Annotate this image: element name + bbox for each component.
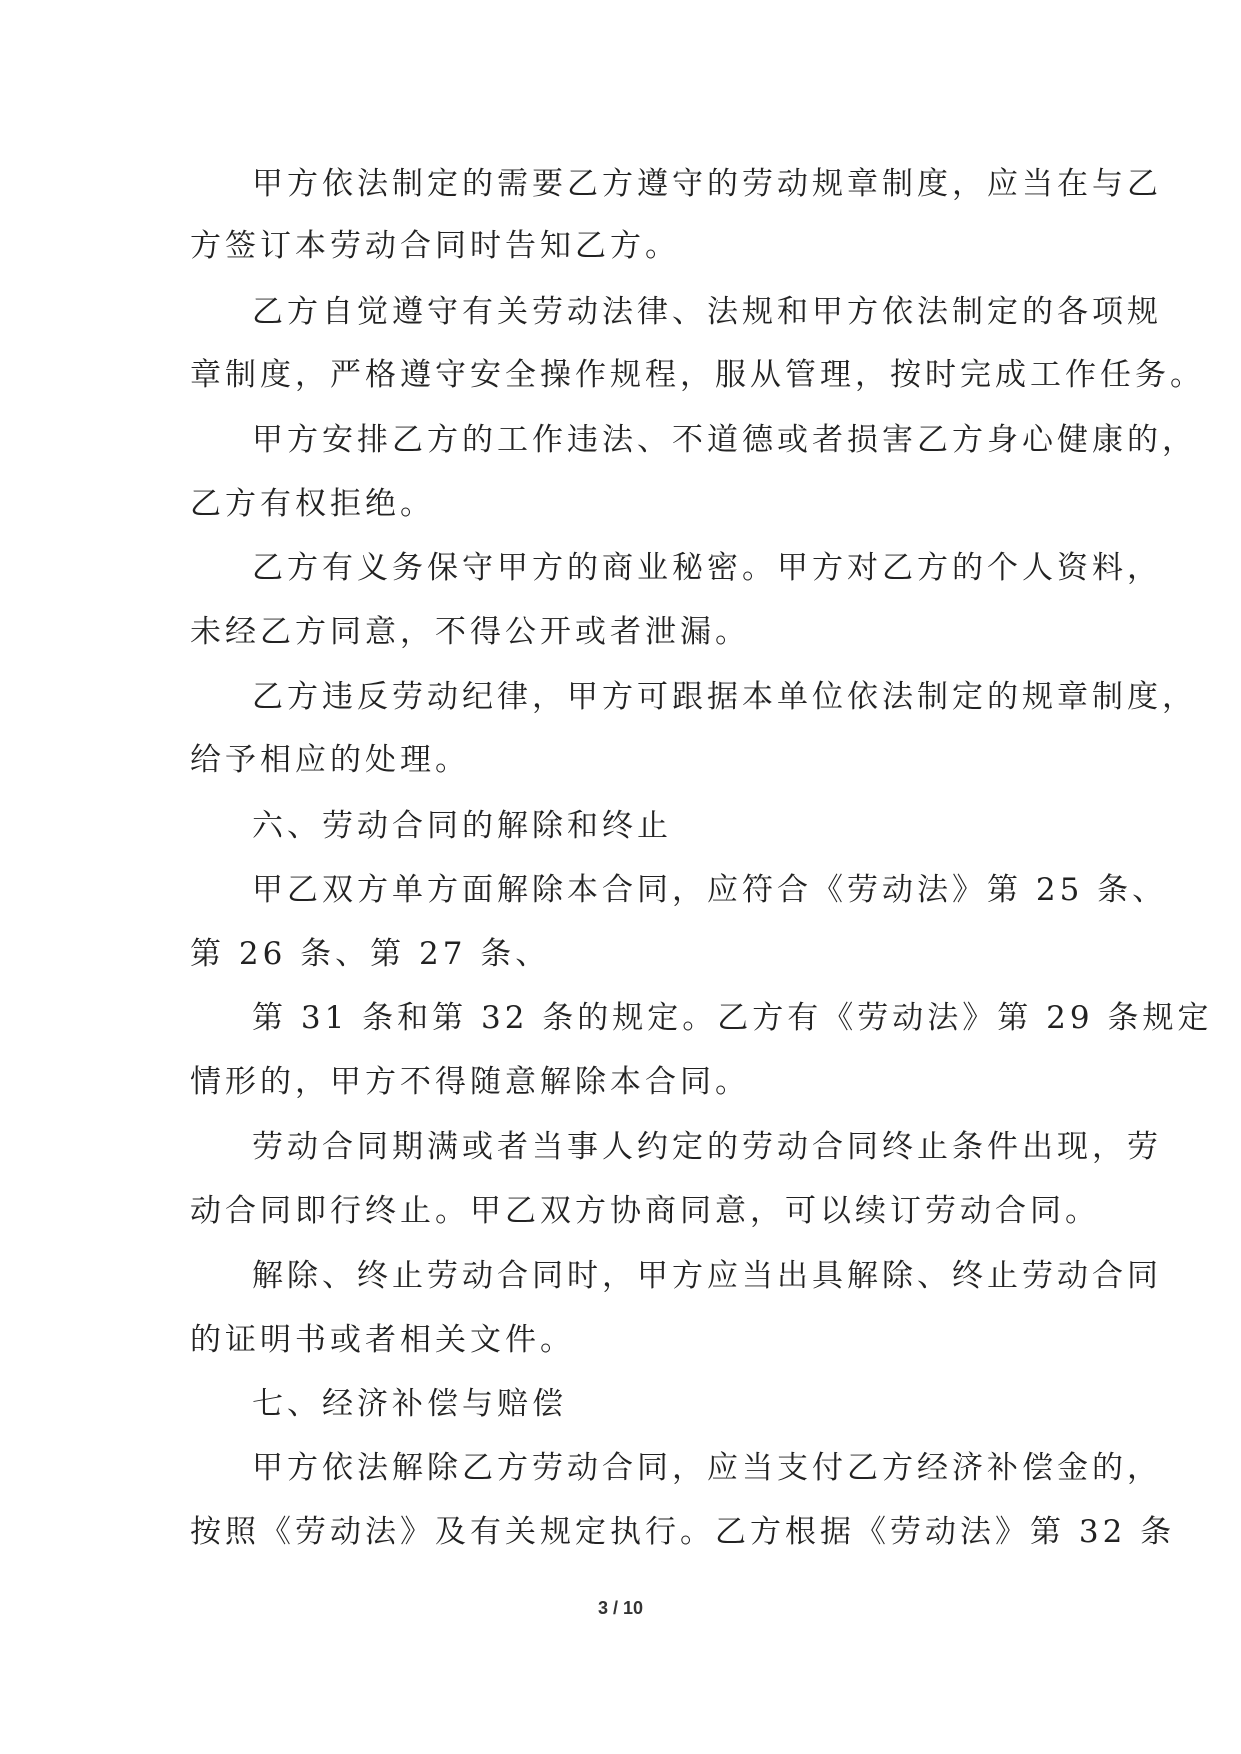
section-heading: 七、经济补偿与赔偿	[252, 1386, 567, 1422]
section-heading: 六、劳动合同的解除和终止	[252, 808, 672, 844]
text-line: 给予相应的处理。	[190, 742, 470, 778]
text-line: 乙方有权拒绝。	[190, 486, 435, 522]
text-line: 的证明书或者相关文件。	[190, 1322, 575, 1358]
text-line: 乙方自觉遵守有关劳动法律、法规和甲方依法制定的各项规	[252, 294, 1162, 330]
text-line: 情形的，甲方不得随意解除本合同。	[190, 1064, 750, 1100]
text-line: 方签订本劳动合同时告知乙方。	[190, 228, 680, 264]
text-line: 甲方安排乙方的工作违法、不道德或者损害乙方身心健康的，	[252, 422, 1197, 458]
text-line: 动合同即行终止。甲乙双方协商同意，可以续订劳动合同。	[190, 1193, 1100, 1229]
text-line: 乙方有义务保守甲方的商业秘密。甲方对乙方的个人资料，	[252, 550, 1162, 586]
text-line: 甲方依法解除乙方劳动合同，应当支付乙方经济补偿金的，	[252, 1450, 1162, 1486]
text-line: 章制度，严格遵守安全操作规程，服从管理，按时完成工作任务。	[190, 357, 1205, 393]
text-line: 甲乙双方单方面解除本合同，应符合《劳动法》第 25 条、	[252, 872, 1168, 908]
text-line: 解除、终止劳动合同时，甲方应当出具解除、终止劳动合同	[252, 1258, 1162, 1294]
text-line: 第 26 条、第 27 条、	[190, 936, 551, 972]
text-line: 按照《劳动法》及有关规定执行。乙方根据《劳动法》第 32 条	[190, 1514, 1176, 1550]
page-number: 3 / 10	[597, 1598, 644, 1618]
text-line: 未经乙方同意，不得公开或者泄漏。	[190, 614, 750, 650]
text-line: 乙方违反劳动纪律，甲方可跟据本单位依法制定的规章制度，	[252, 679, 1197, 715]
text-line: 第 31 条和第 32 条的规定。乙方有《劳动法》第 29 条规定	[252, 1000, 1213, 1036]
text-line: 劳动合同期满或者当事人约定的劳动合同终止条件出现，劳	[252, 1129, 1162, 1165]
text-line: 甲方依法制定的需要乙方遵守的劳动规章制度，应当在与乙	[252, 166, 1162, 202]
